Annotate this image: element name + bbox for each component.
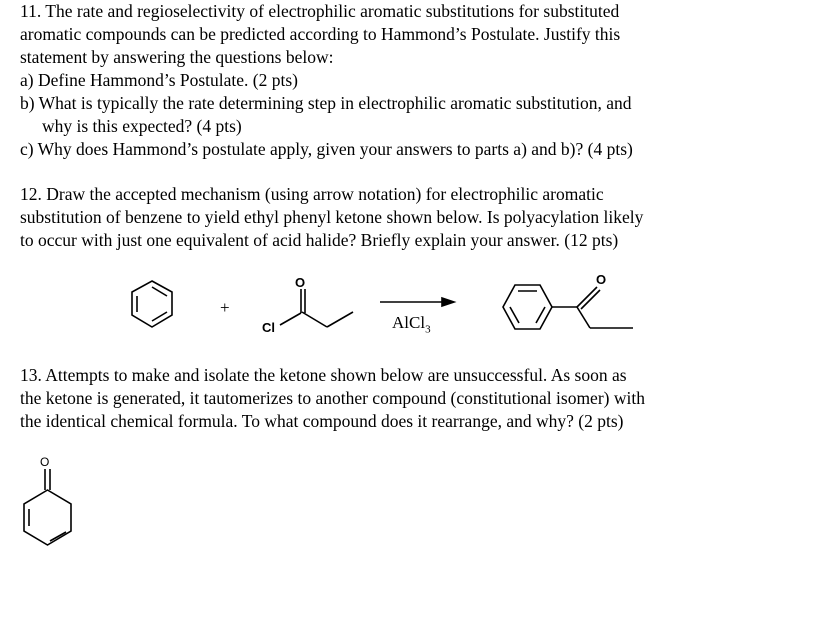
question-12-line-1: 12. Draw the accepted mechanism (using arrow notation) for electrophilic aromatic bbox=[20, 184, 604, 204]
chlorine-label: Cl bbox=[262, 320, 275, 335]
benzene-structure bbox=[120, 272, 180, 332]
reaction-arrow bbox=[378, 292, 458, 312]
question-12-line-3: to occur with just one equivalent of acid halide? Briefly explain your answer. (12 pts) bbox=[20, 230, 619, 250]
question-12-line-2: substitution of benzene to yield ethyl phenyl ketone shown below. Is polyacylation likely bbox=[20, 207, 644, 227]
question-11 bbox=[20, 0, 633, 161]
ethyl-phenyl-ketone-structure bbox=[495, 270, 645, 340]
oxygen-label-reactant: O bbox=[295, 275, 306, 290]
question-11-part-b-cont: why is this expected? (4 pts) bbox=[42, 116, 242, 136]
question-11-line-1: 11. The rate and regioselectivity of electrophilic aromatic substitutions for substituted bbox=[20, 1, 620, 21]
plus-sign: + bbox=[220, 298, 230, 317]
question-11-part-a: a) Define Hammond’s Postulate. (2 pts) bbox=[20, 70, 299, 90]
question-11-line-3: statement by answering the questions below: bbox=[20, 47, 334, 67]
question-12 bbox=[20, 183, 643, 252]
question-13 bbox=[20, 364, 645, 433]
oxygen-label-ketone: O bbox=[40, 455, 50, 469]
question-11-part-b: b) What is typically the rate determining step in electrophilic aromatic substitution, and bbox=[20, 93, 632, 113]
question-13-line-2: the ketone is generated, it tautomerizes to another compound (constitutional isomer) with bbox=[20, 388, 645, 408]
reagent-label: AlCl$_3$ bbox=[392, 313, 431, 336]
propanoyl-chloride-structure bbox=[260, 275, 380, 345]
question-13-line-1: 13. Attempts to make and isolate the ketone shown below are unsuccessful. As soon as bbox=[20, 365, 627, 385]
oxygen-label-product: O bbox=[596, 272, 607, 287]
question-11-part-c: c) Why does Hammond’s postulate apply, given your answers to parts a) and b)? (4 pts) bbox=[20, 139, 633, 159]
question-11-line-2: aromatic compounds can be predicted according to Hammond’s Postulate. Justify this bbox=[20, 24, 621, 44]
question-13-line-3: the identical chemical formula. To what compound does it rearrange, and why? (2 pts) bbox=[20, 411, 624, 431]
cyclohexadienone-structure bbox=[20, 465, 100, 555]
